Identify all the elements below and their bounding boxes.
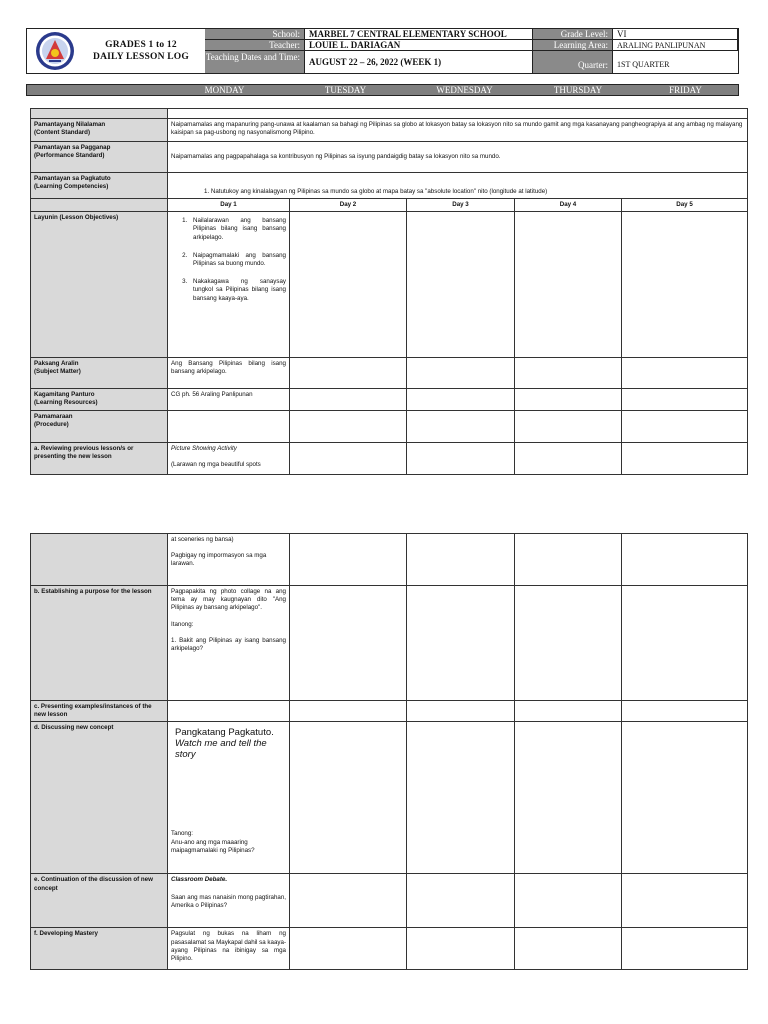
table-spacer-row	[31, 109, 748, 119]
review-label: a. Reviewing previous lesson/s or presenting the new lesson	[31, 443, 168, 475]
mastery-text: Pagsulat ng bukas na liham ng pasasalamat sa Maykapal dahil sa kaaya-ayang Pilipinas na ibinigay sa mga Pilipino.	[168, 928, 290, 970]
learning-resources-text: CG ph. 56 Araling Panlipunan	[168, 389, 290, 411]
learning-area-value: ARALING PANLIPUNAN	[613, 40, 738, 51]
quarter-label: Quarter:	[533, 51, 613, 73]
subject-matter-label: Paksang Aralin (Subject Matter)	[31, 358, 168, 389]
day-header-5: Day 5	[622, 199, 748, 212]
review-cell	[168, 443, 290, 475]
review-continued-cell	[168, 534, 290, 586]
learning-resources-label: Kagamitang Panturo (Learning Resources)	[31, 389, 168, 411]
performance-standard-label: Pamantayan sa Pagganap (Performance Standard)	[31, 142, 168, 173]
discussing-cell	[168, 722, 290, 874]
purpose-text-3: 1. Bakit ang Pilipinas ay isang bansang arkipelago?	[171, 636, 286, 653]
continuation-cell	[168, 874, 290, 928]
continuation-text: Saan ang mas nanaisin mong pagtirahan, Amerika o Pilipinas?	[171, 893, 286, 909]
procedure-row	[31, 411, 748, 443]
teacher-value: LOUIE L. DARIAGAN	[305, 40, 533, 51]
objectives-row	[31, 212, 748, 358]
discussing-row	[31, 722, 748, 874]
content-standard-text: Naipamamalas ang mapanuring pang-unawa at kaalaman sa bahagi ng Pilipinas sa globo at lokasyon batay sa lokasyon nito sa mundo gamit ang mga kasanayang pangheograpiya at ang ambag ng malayang kaisipan sa pag-usbong ng nasyonalismong Pilipino.	[168, 119, 748, 142]
performance-standard-text: Naipamamalas ang pagpapahalaga sa kontribusyon ng Pilipinas sa isyung pandaigdig batay sa lokasyon nito sa mundo.	[168, 142, 748, 173]
purpose-cell	[168, 586, 290, 701]
discussing-label: d. Discussing new concept	[31, 722, 168, 874]
continuation-row	[31, 874, 748, 928]
objective-item-3: 3. Nakakagawa ng sanaysay tungkol sa Pilipinas bilang isang bansang kaaya-aya.	[189, 278, 286, 303]
subject-matter-text: Ang Bansang Pilipinas bilang isang bansang arkipelago.	[168, 358, 290, 389]
teacher-label: Teacher:	[205, 40, 305, 51]
review-continued-text-2: Pagbigay ng impormasyon sa mga larawan.	[171, 552, 267, 568]
weekday-thursday: THURSDAY	[553, 85, 603, 95]
review-continued-row	[31, 534, 748, 586]
discussing-heading-plain: Pangkatang Pagkatuto.	[175, 727, 274, 739]
examples-row	[31, 701, 748, 722]
logo-box	[27, 29, 206, 73]
performance-standard-row	[31, 142, 748, 173]
learning-area-label: Learning Area:	[533, 40, 613, 51]
lesson-table-1	[30, 108, 748, 475]
purpose-text-2: Itanong:	[171, 620, 194, 628]
deped-seal-icon	[35, 31, 75, 71]
day-header-2: Day 2	[290, 199, 407, 212]
examples-label: c. Presenting examples/instances of the new lesson	[31, 701, 168, 722]
teaching-dates-value: AUGUST 22 – 26, 2022 (WEEK 1)	[305, 51, 533, 73]
purpose-row	[31, 586, 748, 701]
weekday-friday: FRIDAY	[669, 85, 702, 95]
learning-resources-row	[31, 389, 748, 411]
objectives-cell	[168, 212, 290, 358]
grade-level-label: Grade Level:	[533, 29, 613, 40]
weekday-wednesday: WEDNESDAY	[436, 85, 493, 95]
competencies-row	[31, 173, 748, 199]
discussing-question-label: Tanong:	[171, 830, 194, 838]
objective-item-1: 1. Nailalarawan ang bansang Pilipinas bilang isang bansang arkipelago.	[189, 217, 286, 242]
weekday-monday: MONDAY	[204, 85, 245, 95]
header-grid	[205, 29, 738, 73]
discussing-question: Anu-ano ang mga maaaring maipagmamalaki ng Pilipinas?	[171, 838, 255, 854]
review-row	[31, 443, 748, 475]
review-continued-text-1: at sceneries ng bansa)	[171, 536, 234, 543]
subject-matter-row	[31, 358, 748, 389]
purpose-text-1: Pagpapakita ng photo collage na ang tema ay may kaugnayan dito "Ang Pilipinas ay bansang arkipelago".	[171, 588, 286, 612]
procedure-label: Pamamaraan (Procedure)	[31, 411, 168, 443]
quarter-value: 1ST QUARTER	[613, 51, 738, 73]
mastery-label: f. Developing Mastery	[31, 928, 168, 970]
objectives-list	[171, 217, 286, 303]
day-header-3: Day 3	[407, 199, 515, 212]
continuation-activity: Classroom Debate.	[171, 876, 228, 884]
purpose-label: b. Establishing a purpose for the lesson	[31, 586, 168, 701]
grade-level-value: VI	[613, 29, 738, 40]
school-label: School:	[205, 29, 305, 40]
log-title-line-2: DAILY LESSON LOG	[93, 52, 189, 62]
content-standard-row	[31, 119, 748, 142]
weekday-bar	[26, 84, 739, 96]
log-title-line-1: GRADES 1 to 12	[105, 40, 177, 50]
mastery-row	[31, 928, 748, 970]
objectives-label: Layunin (Lesson Objectives)	[31, 212, 168, 358]
header-block	[26, 28, 739, 74]
lesson-table-2	[30, 533, 748, 970]
log-title	[81, 39, 201, 63]
weekday-tuesday: TUESDAY	[324, 85, 367, 95]
day-header-row	[31, 199, 748, 212]
teaching-dates-label: Teaching Dates and Time:	[205, 51, 305, 73]
discussing-heading	[171, 724, 286, 830]
competency-item: 1. Natutukoy ang kinalalagyan ng Pilipinas sa mundo sa globo at mapa batay sa "absolute location" nito (longitude at latitude)	[168, 173, 748, 199]
day-header-1: Day 1	[168, 199, 290, 212]
school-value: MARBEL 7 CENTRAL ELEMENTARY SCHOOL	[305, 29, 533, 40]
review-activity: Picture Showing Activity	[171, 445, 237, 453]
continuation-label: e. Continuation of the discussion of new concept	[31, 874, 168, 928]
discussing-heading-italic: Watch me and tell the story	[175, 738, 267, 761]
objective-item-2: 2. Naipagmamalaki ang bansang Pilipinas sa buong mundo.	[189, 252, 286, 268]
day-header-4: Day 4	[515, 199, 622, 212]
review-text: (Larawan ng mga beautiful spots	[171, 461, 261, 469]
content-standard-label: Pamantayang Nilalaman (Content Standard)	[31, 119, 168, 142]
competencies-label: Pamantayan sa Pagkatuto (Learning Competencies)	[31, 173, 168, 199]
